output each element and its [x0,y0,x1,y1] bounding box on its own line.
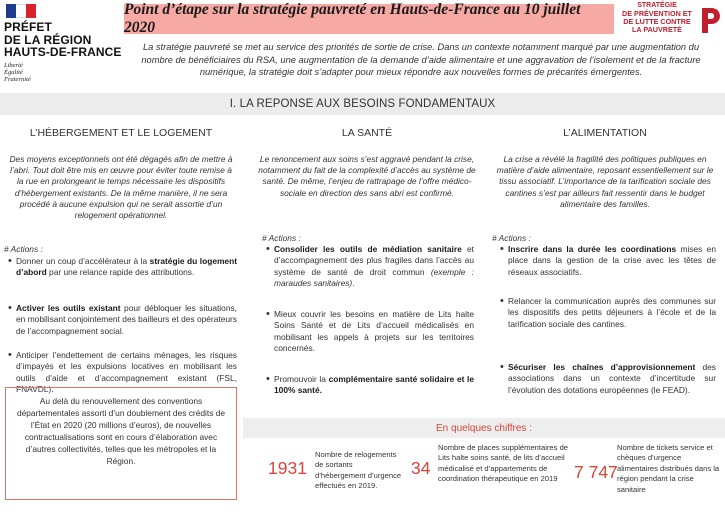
figure-number-2: 34 [411,458,431,478]
strategy-p-logo-icon [699,6,721,34]
section-title: I. LA REPONSE AUX BESOINS FONDAMENTAUX [229,98,496,110]
republic-motto: Liberté Égalité Fraternité [4,61,31,83]
figures-bar [243,418,725,438]
col-housing-title: L’HÉBERGEMENT ET LE LOGEMENT [29,127,213,139]
strategy-logo [617,2,723,36]
section-bar [0,93,725,115]
col-housing-bullet-1: • Donner un coup d’accélérateur à la stratégie du logement d’abord par une relance rapide des attributions. [16,256,237,279]
col-food-bullet-1: • Inscrire dans la durée les coordinations mises en place dans la gestion de la crise avec les têtes de réseaux associatifs. [508,244,716,278]
figure-text-2: Nombre de places supplémentaires de Lits halte soins santé, de lits d’accueil médicalisé et d’appartements de coordination thérapeutique en 2019 [438,443,569,484]
col-food-title: L’ALIMENTATION [563,127,647,139]
col-health-intro: Le renoncement aux soins s’est aggravé pendant la crise, notamment du fait de la complexité d’accès au système de santé. De même, l’enjeu de rattrapage de l’offre médico-sociale en direction des sans abri est confirmé. [258,154,476,198]
col-housing-intro: Des moyens exceptionnels ont été dégagés afin de mettre à l’abri. Tout doit être mis en œuvre pour éviter toute remise à la rue en prolongeant le temps nécessaire les dispositifs d’hébergement existants. De la même manière, il ne sera procédé à aucune expulsion qui ne serait assortie d’un relogement opérationnel. [9,154,233,221]
col-food-bullet-3: • Sécuriser les chaînes d’approvisionnement des associations dans un contexte d’incertitude sur l’évolution des dotations européennes (le FEAD). [508,362,716,396]
french-flag-icon [6,4,36,18]
col-health-bullet-1: • Consolider les outils de médiation sanitaire et d’accompagnement des plus fragiles dans l’accès au système de santé de droit commun (exemple : maraudes sanitaires). [274,244,474,290]
col-health-title: LA SANTÉ [341,127,393,139]
intro-paragraph: La stratégie pauvreté se met au service des priorités de sortie de crise. Dans un contexte notamment marqué par une augmentation du nombre de bénéficiaires du RSA, une augmentation de la demande d’aide alimentaire et une aggravation de l’isolement et de la fracture numérique, la stratégie doit s’adapter pour mieux répondre aux nouvelles formes de précarités émergentes. [141,42,701,78]
figure-number-3: 7 747 [574,462,618,482]
prefet-logo [4,4,124,86]
col-housing-bullet-3: • Anticiper l’endettement de certains ménages, les risques d’impayés et les expulsions locatives en mobilisant les outils d’aide et d’accompagnement existant (FSL, FNAVDL). [16,350,237,396]
page-title: Point d’étape sur la stratégie pauvreté en Hauts-de-France au 10 juillet 2020 [124,1,581,36]
title-band [124,1,614,36]
col-food-intro: La crise a révélé la fragilité des politiques publiques en matière d’aide alimentaire, reposant essentiellement sur le tissu associatif. L’importance de la tarification sociale des cantines s’est par ailleurs fait ressentir dans le budget alimentaire des familles. [496,154,714,209]
col-housing-actions-label: # Actions : [4,244,43,254]
col-health-bullet-2: • Mieux couvrir les besoins en matière de Lits halte Soins Santé et de Lits d’accueil médicalisés en mobilisant les appels à projets sur les territoires concernés. [274,309,474,355]
figure-text-3: Nombre de tickets service et chèques d’urgence alimentaires distribués dans la région pendant la crise sanitaire [617,443,720,494]
figure-text-1: Nombre de relogements de sortants d’hébergement d’urgence effectués en 2019. [315,450,402,491]
strategy-logo-text: STRATÉGIE DE PRÉVENTION ET DE LUTTE CONTRE LA PAUVRETÉ [622,2,692,34]
figures-title: En quelques chiffres : [436,422,532,434]
col-food-actions-label: # Actions : [492,233,531,243]
figure-number-1: 1931 [268,458,307,478]
col-food-bullet-2: • Relancer la communication auprès des communes sur les dispositifs des petits déjeuners à l’école et de la tarification sociale des cantines. [508,296,716,330]
prefet-name: PRÉFET DE LA RÉGION HAUTS-DE-FRANCE [4,20,122,59]
contractualisation-box: Au delà du renouvellement des conventions départementales assorti d’un doublement des crédits de l’État en 2020 (20 millions d’euros), de nouvelles contractualisations sont en cours d’élaboration avec d’autres collectivités, telles que les métropoles et la Région. [5,387,237,500]
col-health-bullet-3: • Promouvoir la complémentaire santé solidaire et le 100% santé. [274,374,474,397]
col-health-actions-label: # Actions : [262,233,301,243]
col-housing-bullet-2: • Activer les outils existant pour débloquer les situations, en mobilisant conjointement des bailleurs et des opérateurs de l’accompagnement social. [16,303,237,337]
